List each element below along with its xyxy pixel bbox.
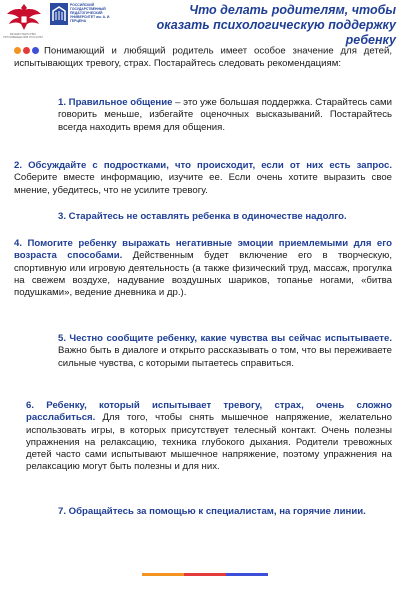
orange-dot-icon [14, 47, 21, 54]
recommendation-heading: 6. Ребенку, который испытывает тревогу, страх, очень сложно расслабиться. [26, 400, 392, 424]
recommendation-3 [58, 211, 392, 223]
recommendation-heading: 3. Старайтесь не оставлять ребенка в одиночестве надолго. [58, 211, 347, 222]
footer-bar-orange [142, 573, 184, 576]
recommendation-body: Для того, чтобы снять мышечное напряжение, желательно использовать игры, в которых присутствует телесный контакт. Очень полезны упражнения на релаксацию, техника глубокого дыхания. Родители тревожных детей часто сами испытывают мышечное напряжение, поэтому упражнения на релаксацию могут быть полезны и для них. [26, 412, 392, 473]
recommendation-body: – это уже большая поддержка. Старайтесь сами говорить меньше, избегайте оценочных высказываний. Постарайтесь всегда находить время для общения. [58, 97, 393, 133]
recommendation-4 [14, 238, 392, 299]
recommendation-heading: 4. Помогите ребенку выражать негативные эмоции приемлемыми для его возраста способами. [14, 238, 392, 262]
emblem-caption: МИНИСТЕРСТВО ПРОСВЕЩЕНИЯ РОССИИ [3, 32, 43, 40]
recommendation-2 [14, 160, 392, 197]
recommendation-body: Действенным будет включение его в творческую, спортивную или игровую деятельность (а также физический труд, массаж, прогулка на свежем воздухе, надувание воздушных шариков, топанье ногами, «битва подушками», ведение дневника и др.). [14, 250, 392, 299]
page-title: Что делать родителям, чтобы оказать психологическую поддержку ребенку [156, 3, 396, 47]
recommendation-1 [58, 97, 392, 134]
footer-color-bar [142, 573, 268, 576]
recommendation-heading: 1. Правильное общение [58, 97, 173, 108]
footer-bar-red [184, 573, 226, 576]
university-name: РОССИЙСКИЙ ГОСУДАРСТВЕННЫЙ ПЕДАГОГИЧЕСКИЙ УНИВЕРСИТЕТ им. А. И. ГЕРЦЕНА [70, 3, 111, 23]
ministry-emblem-icon [4, 2, 44, 32]
red-dot-icon [23, 47, 30, 54]
bullet-dots [14, 45, 41, 57]
recommendation-heading: 7. Обращайтесь за помощью к специалистам, на горячие линии. [58, 506, 366, 517]
recommendation-7 [58, 506, 392, 518]
recommendation-body: Важно быть в диалоге и открыто рассказывать о том, что вы переживаете сильные чувства, с которыми пытаетесь справиться. [58, 345, 392, 369]
intro-paragraph [14, 45, 392, 70]
recommendation-5 [58, 333, 392, 370]
recommendation-heading: 5. Честно сообщите ребенку, какие чувства вы сейчас испытываете. [58, 333, 392, 344]
recommendation-6 [26, 400, 392, 474]
header [0, 0, 410, 50]
recommendation-body: Соберите вместе информацию, изучите ее. Если очень хотите выразить свое мнение, убедитесь, что не усилите тревогу. [14, 172, 392, 196]
university-logo-icon [50, 3, 68, 25]
blue-dot-icon [32, 47, 39, 54]
intro-text: Понимающий и любящий родитель имеет особое значение для детей, испытывающих тревогу, страх. Постарайтесь следовать рекомендациям: [14, 45, 392, 69]
footer-bar-blue [226, 573, 268, 576]
recommendation-heading: 2. Обсуждайте с подростками, что происходит, если от них есть запрос. [14, 160, 392, 171]
